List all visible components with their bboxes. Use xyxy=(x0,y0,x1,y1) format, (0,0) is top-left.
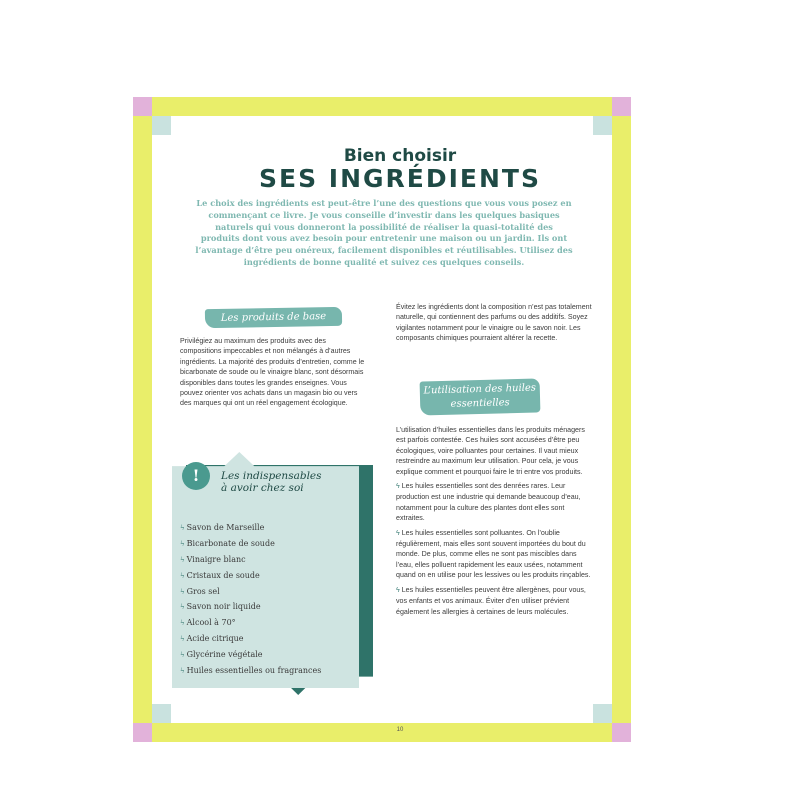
section2-heading-line-1: L’utilisation des huiles xyxy=(423,382,537,397)
section1-body: Privilégiez au maximum des produits avec des compositions impeccables et non mélangés à d’autres ingrédients. La majorité des produits d’entretien, comme le bicarbonate de soude ou le vinaigre blanc, sont désormais disponibles dans toutes les grandes enseignes. Vous pouvez orienter vos achats dans un magasin bio ou vers des marques qui ont un réel engagement écologique. xyxy=(180,337,365,408)
list-item xyxy=(180,615,350,631)
section-heading-huiles-essentielles xyxy=(420,378,541,415)
bullet-text: Les huiles essentielles peuvent être allergènes, pour vous, vos enfants et vos animaux. Éviter d’en utiliser prévient également les allergies à certaines de leurs molécules. xyxy=(396,585,586,616)
box-title xyxy=(221,470,351,494)
bullet-paragraph xyxy=(396,528,594,581)
list-item xyxy=(180,599,350,615)
page-title: SES INGRÉDIENTS xyxy=(259,164,541,193)
list-item-label: Savon noir liquide xyxy=(186,602,261,612)
intro-paragraph: Le choix des ingrédients est peut-être l’une des questions que vous vous posez en commençant ce livre. Je vous conseille d’investir dans les quelques basiques naturels qui vous donneront la possibilité de réaliser la quasi-totalité des produits dont vous avez besoin pour entretenir une maison ou un jardin. Ils ont l’avantage d’être peu onéreux, facilement disponibles et réutilisables. Utilisez des ingrédients de bonne qualité et suivez ces quelques conseils. xyxy=(195,198,573,267)
corner-pink-top-left xyxy=(133,97,152,116)
list-item xyxy=(180,568,350,584)
bullet-paragraph xyxy=(396,585,594,617)
list-item xyxy=(180,520,350,536)
corner-mint-top-left xyxy=(152,116,171,135)
bolt-icon: ϟ xyxy=(180,539,185,548)
list-item-label: Bicarbonate de soude xyxy=(186,538,275,548)
bolt-icon: ϟ xyxy=(396,483,400,491)
bolt-icon: ϟ xyxy=(180,571,185,580)
corner-mint-top-right xyxy=(593,116,612,135)
box-title-line-2: à avoir chez soi xyxy=(221,482,304,494)
bullet-text: Les huiles essentielles sont polluantes. On l’oublie régulièrement, mais elles sont souvent importées du bout du monde. De plus, comme elles ne sont pas miscibles dans l’eau, elles polluent rapidement les eaux usées, notamment quand on en utilise pour les lessives ou les produits rinçables. xyxy=(396,528,591,580)
bolt-icon: ϟ xyxy=(180,603,185,612)
bolt-icon: ϟ xyxy=(180,555,185,564)
right-intro-paragraph: Évitez les ingrédients dont la composition n’est pas totalement naturelle, qui contiennent des parfums ou des additifs. Soyez vigilantes notamment pour le vinaigre ou le savon noir. Les composants chimiques pourraient altérer la recette. xyxy=(396,303,592,343)
corner-mint-bottom-left xyxy=(152,704,171,723)
list-item xyxy=(180,663,350,679)
bolt-icon: ϟ xyxy=(396,529,400,537)
bolt-icon: ϟ xyxy=(180,667,185,676)
list-item xyxy=(180,584,350,600)
box-title-line-1: Les indispensables xyxy=(221,470,322,482)
list-item-label: Vinaigre blanc xyxy=(186,554,246,564)
bolt-icon: ϟ xyxy=(180,635,185,644)
section2-heading-line-2: essentielles xyxy=(450,397,510,410)
ingredient-list xyxy=(180,520,350,679)
list-item xyxy=(180,536,350,552)
list-item-label: Savon de Marseille xyxy=(186,523,265,532)
section2-intro: L’utilisation d’huiles essentielles dans les produits ménagers est parfois contestée. Ces huiles sont accusées d’être peu écologiques, voire polluantes pour certaines. Il vaut mieux restreindre au maximum leur utilisation. Pour cela, je vous explique comment et pourquoi faire le tri entre vos produits. xyxy=(396,426,585,476)
bullet-text: Les huiles essentielles sont des denrées rares. Leur production est une industrie qui demande beaucoup d’eau, notamment pour la culture des plantes dont elles sont extraites. xyxy=(396,482,581,523)
bolt-icon: ϟ xyxy=(180,524,185,532)
corner-mint-bottom-right xyxy=(593,704,612,723)
bullet-paragraph xyxy=(396,481,594,524)
bolt-icon: ϟ xyxy=(180,651,185,660)
list-item-label: Alcool à 70° xyxy=(186,618,236,628)
list-item-label: Cristaux de soude xyxy=(186,570,260,580)
list-item-label: Gros sel xyxy=(186,586,220,596)
list-item xyxy=(180,647,350,663)
bolt-icon: ϟ xyxy=(180,619,185,628)
bolt-icon: ϟ xyxy=(180,587,185,596)
page-number: 10 xyxy=(396,727,404,733)
section2-body xyxy=(396,425,594,621)
list-item-label: Acide citrique xyxy=(186,634,244,644)
list-item xyxy=(180,631,350,647)
title-line-1: Bien choisir xyxy=(343,146,457,166)
section-heading-produits-de-base: Les produits de base xyxy=(205,307,342,328)
exclamation-icon: ! xyxy=(182,462,210,490)
list-item-label: Glycérine végétale xyxy=(186,650,263,660)
bolt-icon: ϟ xyxy=(396,586,400,594)
list-item xyxy=(180,552,350,568)
corner-pink-top-right xyxy=(612,97,631,116)
list-item-label: Huiles essentielles ou fragrances xyxy=(186,666,322,676)
